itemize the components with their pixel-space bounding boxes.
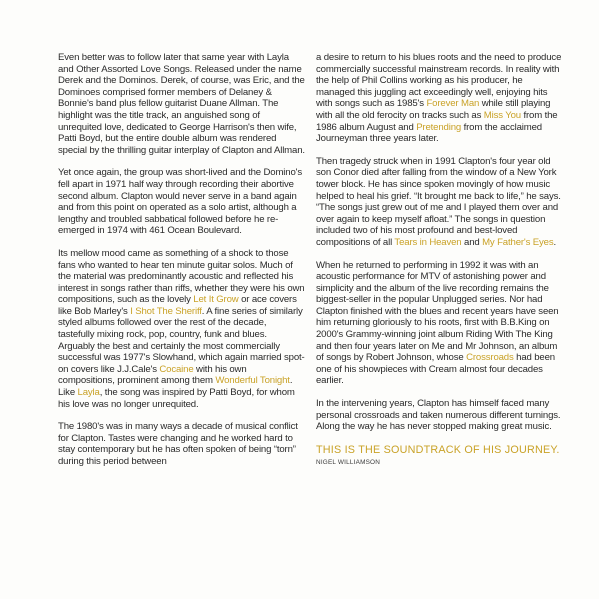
song-title: Miss You <box>483 109 521 121</box>
song-title: Tears in Heaven <box>394 236 462 248</box>
paragraph-blues-roots: a desire to return to his blues roots and the need to produce commercially successful mainstream records. In reality with the help of Phil Collins working as his producer, he managed this juggling act exceedingly well, enjoying hits with songs such as 1985's Forever Man while still playing with all the old ferocity on tracks such as Miss You from the 1986 album August and Pretending from the acclaimed Journeyman three years later. <box>316 52 562 145</box>
paragraph-dominos-split: Yet once again, the group was short-lived and the Domino's fell apart in 1971 half way through recording their abortive second album. Clapton would never serve in a band again and from this point on operated as a solo artist, although a lengthy and troubled sabbatical followed before he re-emerged in 1974 with 461 Ocean Boulevard. <box>58 167 302 237</box>
paragraph-tragedy: Then tragedy struck when in 1991 Clapton's four year old son Conor died after falling from the window of a New York tower block. He has since spoken movingly of how music helped to heal his grief. “It brought me back to life,” he says. “The songs just grew out of me and I played them over and over again to keep myself afloat.” The songs in question included two of his most profound and best-loved compositions of all Tears in Heaven and My Father's Eyes. <box>316 155 561 248</box>
paragraph-crossroads: In the intervening years, Clapton has himself faced many personal crossroads and taken numerous different turnings. Along the way he has never stopped making great music. <box>316 398 561 433</box>
right-column <box>316 52 563 467</box>
author-credit: NIGEL WILLIAMSON <box>316 458 381 466</box>
song-title: Let It Grow <box>193 294 239 306</box>
paragraph-mellow-mood: Its mellow mood came as something of a shock to those fans who wanted to hear ten minute guitar solos. Much of the material was predominantly acoustic and reflected his interest in songs rather than riffs, whether they were his own compositions, such as the lovely Let It Grow or ace covers like Bob Marley's I Shot The Sheriff. A fine series of similarly styled albums followed over the rest of the decade, tastefully mixing rock, pop, country, funk and blues. Arguably the best and certainly the most commercially successful was 1977's Slowhand, which again married spot-on covers like J.J.Cale's Cocaine with his own compositions, prominent among them Wonderful Tonight. Like Layla, the song was inspired by Patti Boyd, for whom his love was no longer unrequited. <box>58 247 305 410</box>
song-title: Cocaine <box>159 363 194 375</box>
song-title: I Shot The Sheriff <box>130 305 202 317</box>
song-title: Crossroads <box>466 352 514 364</box>
left-column <box>58 52 305 479</box>
song-title: Pretending <box>416 121 462 133</box>
paragraph-unplugged: When he returned to performing in 1992 it was with an acoustic performance for MTV of astonishing power and simplicity and the album of the live recording remains the biggest-seller in the popular Unplugged series. Nor had Clapton finished with the blues and recent years have seen him returning gloriously to his roots, first with B.B.King on 2000's Grammy-winning joint album Riding With The King and then four years later on Me and Mr Johnson, an album of songs by Robert Johnson, whose Crossroads had been one of his showpieces with Cream almost four decades earlier. <box>316 259 559 387</box>
song-title: Forever Man <box>426 98 480 110</box>
song-title: Wonderful Tonight <box>215 375 290 387</box>
tagline: THIS IS THE SOUNDTRACK OF HIS JOURNEY. <box>316 443 560 456</box>
paragraph-layla: Even better was to follow later that same year with Layla and Other Assorted Love Songs. Released under the name Derek and the Dominos. Derek, of course, was Eric, and the Dominoes comprised former members of Delaney & Bonnie's band plus fellow guitarist Duane Allman. The highlight was the title track, an anguished song of unrequited love, dedicated to George Harrison's then wife, Patti Boyd, but the entire double album was rendered special by the thrilling guitar interplay of Clapton and Allman. <box>58 52 305 156</box>
paragraph-1980s: The 1980's was in many ways a decade of musical conflict for Clapton. Tastes were changing and he worked hard to stay contemporary but he has often spoken of being “torn” during this period between <box>58 421 298 467</box>
song-title: Layla <box>77 387 100 399</box>
song-title: My Father's Eyes <box>482 236 554 248</box>
